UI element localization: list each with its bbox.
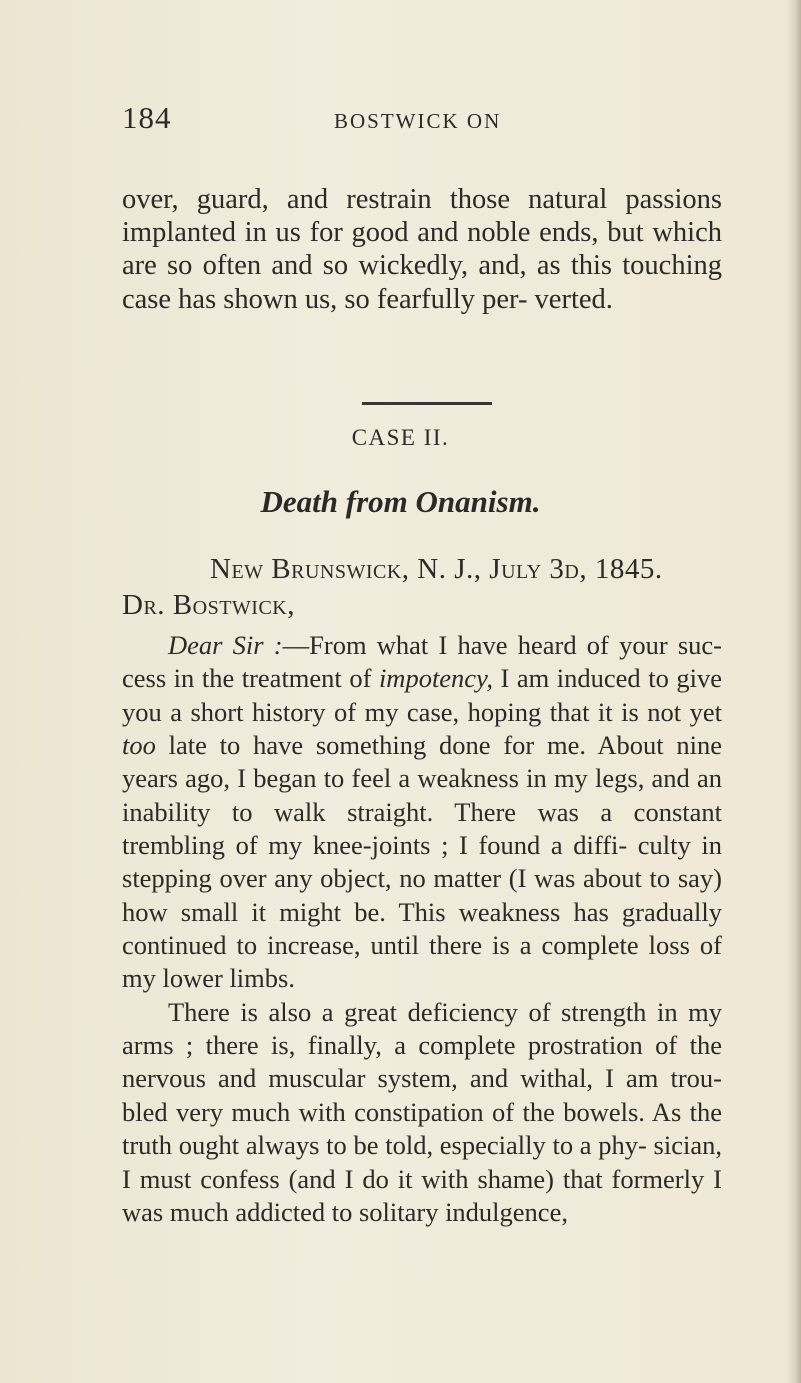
case-title: Death from Onanism. <box>260 484 541 519</box>
letter-dateline: New Brunswick, N. J., July 3d, 1845. <box>210 553 663 585</box>
page-number: 184 <box>122 100 172 135</box>
letter-text-1b: I am induced to give you a short history of my case, hoping that it is not yet <box>122 663 722 727</box>
page-header <box>122 100 722 146</box>
letter-paragraph-1 <box>122 629 722 996</box>
letter-addressee: Dr. Bostwick, <box>122 589 295 621</box>
section-divider <box>362 402 492 405</box>
emphasis-impotency: impotency, <box>378 663 493 694</box>
letter-text-1c: late to have something done for me. About nine years ago, I began to feel a weakness in my legs, and an inability to walk straight. There was a constant trembling of my knee-joints ; I found a diffi- culty in stepping over any object, no matter (I was about to say) how small it might be. This weakness has gradually continued to increase, until there is a complete loss of my lower limbs. <box>122 730 722 994</box>
page-edge-shadow <box>787 0 801 1383</box>
case-label: CASE II. <box>351 425 450 450</box>
letter-body <box>122 629 722 1229</box>
letter-text-1a: —From what I have heard of your suc- cess in the treatment of <box>122 630 722 694</box>
letter-salutation: Dear Sir : <box>168 630 283 660</box>
letter-paragraph-2: There is also a great deficiency of strength in my arms ; there is, finally, a complete prostration of the nervous and muscular system, and withal, I am trou- bled very much with constipation of the bowels. As the truth ought always to be told, especially to a phy- sician, I must confess (and I do it with shame) that formerly I was much addicted to solitary indulgence, <box>122 996 722 1227</box>
emphasis-too: too <box>122 730 156 761</box>
opening-paragraph <box>122 183 722 316</box>
opening-text: over, guard, and restrain those natural passions implanted in us for good and noble ends, but which are so often and so wickedly, and, as this touching case has shown us, so fearfully per- verted. <box>122 184 722 315</box>
running-head: BOSTWICK ON <box>334 109 502 133</box>
